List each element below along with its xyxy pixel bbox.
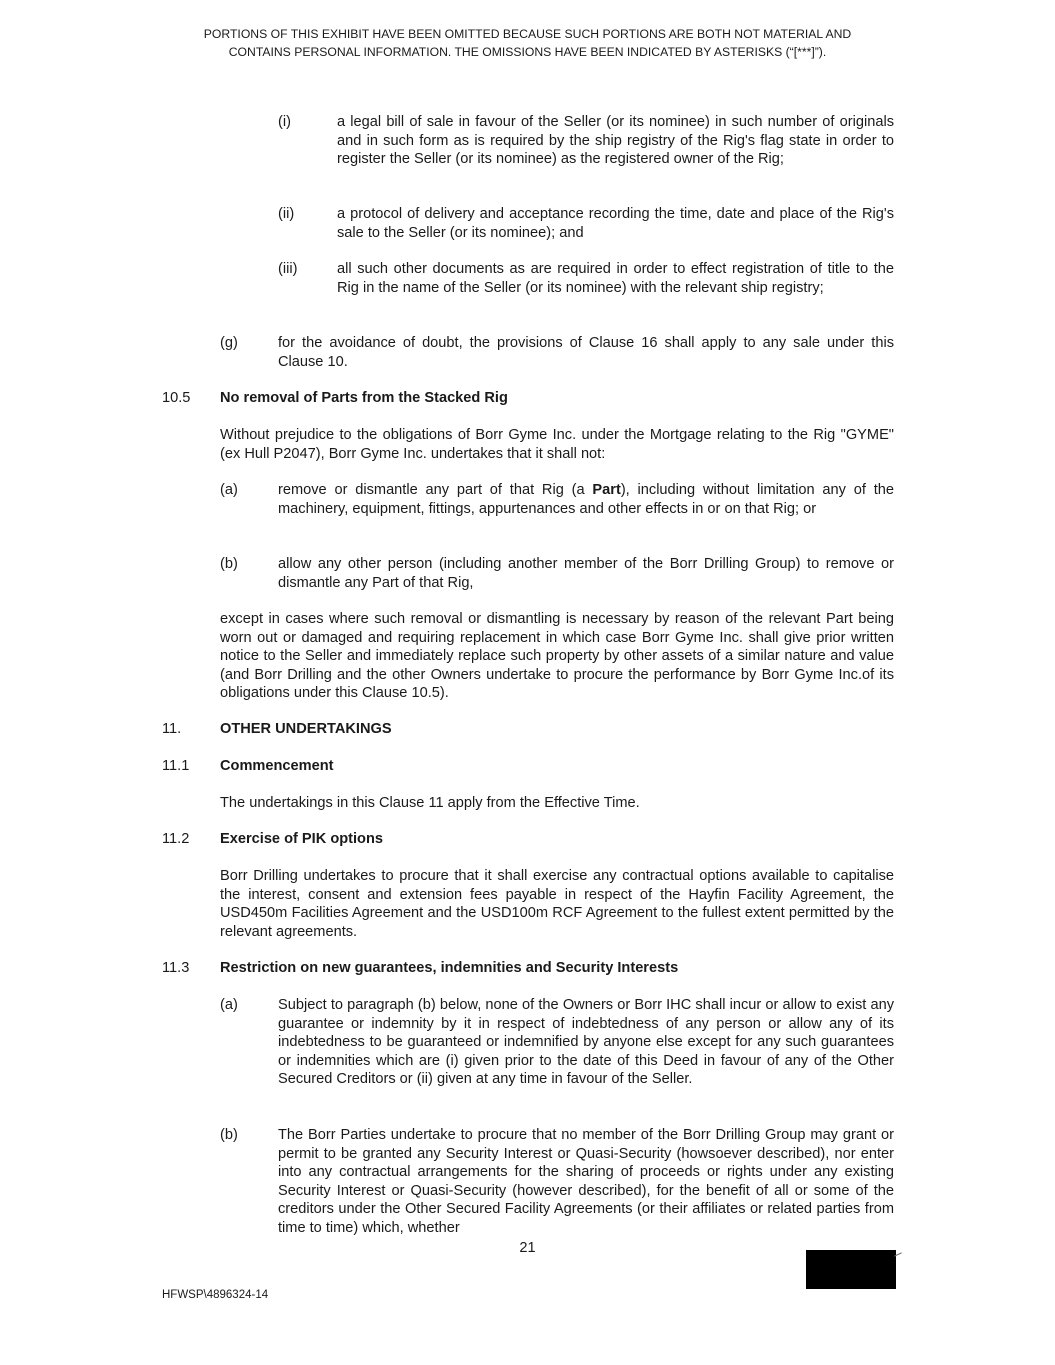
item-i-label: (i)	[278, 114, 291, 130]
clause-10-5-a-text-before: remove or dismantle any part of that Rig (a	[278, 482, 593, 498]
clause-11-3-b-label: (b)	[220, 1127, 238, 1143]
item-i-text: a legal bill of sale in favour of the Seller (or its nominee) in such number of originals and in such form as is required by the ship registry of the Rig's flag state in order to register the Seller (or its nominee) as the registered owner of the Rig;	[337, 114, 894, 168]
clause-11-title: OTHER UNDERTAKINGS	[220, 721, 392, 737]
clause-11-1-number: 11.1	[162, 758, 190, 774]
clause-10-5-number: 10.5	[162, 390, 191, 406]
document-reference: HFWSP\4896324-14	[162, 1289, 269, 1301]
clause-11-3-number: 11.3	[162, 960, 190, 976]
page-number: 21	[519, 1240, 536, 1256]
clause-11-1-title: Commencement	[220, 758, 334, 774]
item-iii-label: (iii)	[278, 261, 298, 277]
clause-10-5-b-text: allow any other person (including another member of the Borr Drilling Group) to remove or dismantle any Part of that Rig,	[278, 556, 894, 591]
clause-11-number: 11.	[162, 721, 182, 737]
clause-11-2-text: Borr Drilling undertakes to procure that it shall exercise any contractual options available to capitalise the interest, consent and extension fees payable in respect of the Hayfin Facility Agreement, the USD450m Facilities Agreement and the USD100m RCF Agreement to the fullest extent permitted by the relevant agreements.	[220, 868, 894, 940]
item-iii-text: all such other documents as are required in order to effect registration of title to the Rig in the name of the Seller (or its nominee) with the relevant ship registry;	[337, 261, 894, 296]
item-ii-text: a protocol of delivery and acceptance recording the time, date and place of the Rig's sale to the Seller (or its nominee); and	[337, 206, 894, 241]
clause-10-5-closing: except in cases where such removal or dismantling is necessary by reason of the relevant Part being worn out or damaged and requiring replacement in which case Borr Gyme Inc. shall give prior written notice to the Seller and immediately replace such property by other assets of a similar nature and value (and Borr Drilling and the other Owners undertake to procure the performance by Borr Gyme Inc.of its obligations under this Clause 10.5).	[220, 611, 894, 702]
clause-11-3-a-label: (a)	[220, 997, 238, 1013]
item-g-text: for the avoidance of doubt, the provisions of Clause 16 shall apply to any sale under this Clause 10.	[278, 335, 894, 370]
clause-11-1-text: The undertakings in this Clause 11 apply from the Effective Time.	[220, 795, 640, 811]
clause-11-2-number: 11.2	[162, 831, 190, 847]
clause-10-5-a-label: (a)	[220, 482, 238, 498]
omission-notice-line-1: PORTIONS OF THIS EXHIBIT HAVE BEEN OMITTED BECAUSE SUCH PORTIONS ARE BOTH NOT MATERIAL AND	[203, 27, 852, 41]
clause-11-3-title: Restriction on new guarantees, indemnities and Security Interests	[220, 960, 679, 976]
clause-11-3-b-text: The Borr Parties undertake to procure that no member of the Borr Drilling Group may grant or permit to be granted any Security Interest or Quasi-Security (howsoever described), nor enter into any contractual arrangements for the sharing of proceeds or rights under any existing Security Interest or Quasi-Security (however described), for the benefit of all or some of the creditors under the Other Secured Facility Agreements (or their affiliates or related parties from time to time) which, whether	[278, 1127, 894, 1236]
clause-10-5-a-text-after: ), including without limitation any of the machinery, equipment, fittings, appurtenances and other effects in or on that Rig; or	[278, 482, 894, 517]
item-ii-label: (ii)	[278, 206, 295, 222]
defined-term-part: Part	[592, 482, 621, 498]
item-g-label: (g)	[220, 335, 238, 351]
omission-notice-line-2: CONTAINS PERSONAL INFORMATION. THE OMISSIONS HAVE BEEN INDICATED BY ASTERISKS (“[***]”).	[228, 45, 827, 59]
clause-10-5-a-text	[278, 481, 894, 518]
clause-10-5-b-label: (b)	[220, 556, 238, 572]
clause-10-5-intro: Without prejudice to the obligations of Borr Gyme Inc. under the Mortgage relating to the Rig "GYME" (ex Hull P2047), Borr Gyme Inc. undertakes that it shall not:	[220, 427, 894, 462]
redaction-box	[806, 1250, 896, 1289]
clause-11-3-a-text: Subject to paragraph (b) below, none of the Owners or Borr IHC shall incur or allow to exist any guarantee or indemnity by it in respect of indebtedness of any person or allow any of its indebtedness to be guaranteed or indemnified by anyone else except for any such guarantees or indemnities which are (i) given prior to the date of this Deed in favour of any of the Other Secured Creditors or (ii) given at any time in favour of the Seller.	[278, 997, 894, 1088]
clause-11-2-title: Exercise of PIK options	[220, 831, 384, 847]
clause-10-5-title: No removal of Parts from the Stacked Rig	[220, 390, 508, 406]
